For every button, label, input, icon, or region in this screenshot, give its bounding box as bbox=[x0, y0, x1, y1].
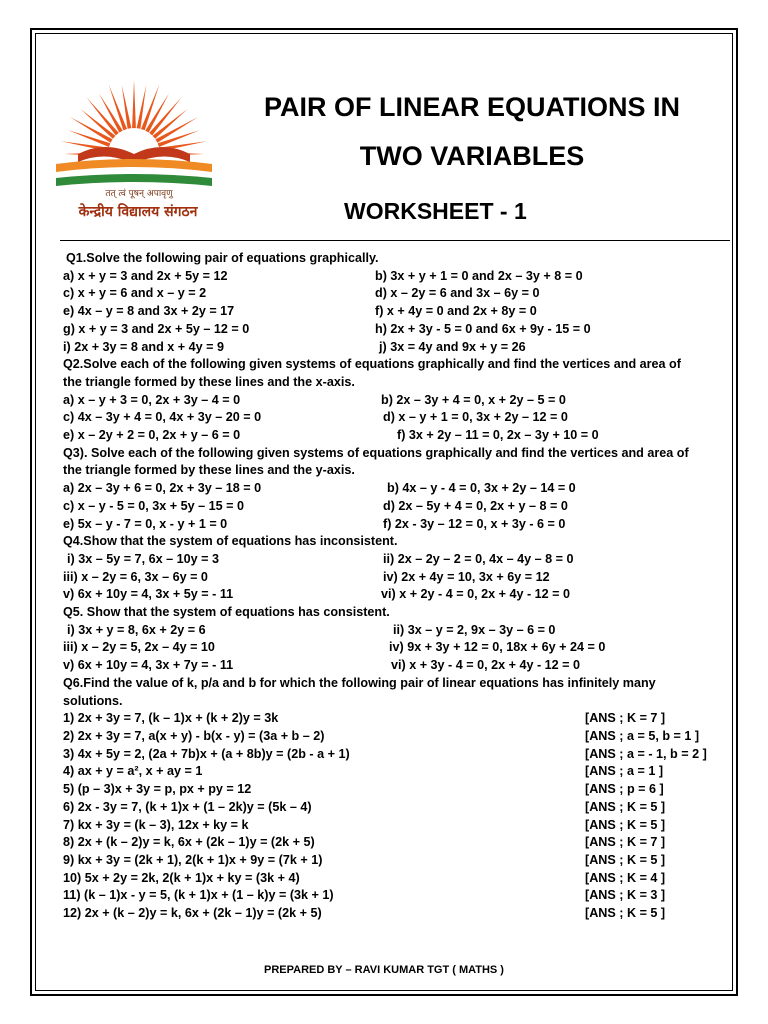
page-title-line2: TWO VARIABLES bbox=[359, 141, 585, 171]
q6-equation: 7) kx + 3y = (k – 3), 12x + ky = k bbox=[63, 817, 249, 832]
q6-item bbox=[63, 817, 703, 835]
q1-row bbox=[63, 321, 703, 339]
q6-answer: [ANS ; K = 7 ] bbox=[585, 711, 666, 726]
page-title-line1: PAIR OF LINEAR EQUATIONS IN bbox=[263, 92, 680, 122]
q5-heading: Q5. Show that the system of equations has consistent. bbox=[63, 605, 390, 620]
q3-item: b) 4x – y - 4 = 0, 3x + 2y – 14 = 0 bbox=[387, 481, 576, 496]
q2-item: f) 3x + 2y – 11 = 0, 2x – 3y + 10 = 0 bbox=[397, 428, 599, 443]
q1-item: a) x + y = 3 and 2x + 5y = 12 bbox=[63, 268, 228, 283]
q4-row bbox=[63, 569, 703, 587]
worksheet-content bbox=[63, 250, 707, 923]
q3-item: e) 5x – y - 7 = 0, x - y + 1 = 0 bbox=[63, 516, 228, 531]
q6-answer: [ANS ; a = 1 ] bbox=[585, 764, 664, 779]
q6-item bbox=[63, 781, 703, 799]
q4-item: iii) x – 2y = 6, 3x – 6y = 0 bbox=[63, 569, 208, 584]
q3-item: c) x – y - 5 = 0, 3x + 5y – 15 = 0 bbox=[63, 498, 244, 513]
q2-heading: Q2.Solve each of the following given systems of equations graphically and find the vertices and area of the triangle formed by these lines and the x-axis. bbox=[63, 357, 681, 389]
header-divider bbox=[60, 240, 730, 241]
q1-row bbox=[63, 268, 703, 286]
q1-item: i) 2x + 3y = 8 and x + 4y = 9 bbox=[63, 339, 225, 354]
q2-row bbox=[63, 392, 703, 410]
q6-equation: 4) ax + y = a², x + ay = 1 bbox=[63, 764, 203, 779]
q1-heading: Q1.Solve the following pair of equations graphically. bbox=[66, 251, 379, 265]
q5-item: vi) x + 3y - 4 = 0, 2x + 4y - 12 = 0 bbox=[391, 658, 581, 673]
q2-row bbox=[63, 427, 703, 445]
logo-org-name: केन्द्रीय विद्यालय संगठन bbox=[78, 204, 198, 220]
q3-row bbox=[63, 516, 703, 534]
q6-item bbox=[63, 710, 703, 728]
q6-answer: [ANS ; p = 6 ] bbox=[585, 782, 664, 797]
q6-item bbox=[63, 746, 707, 764]
q1-item: e) 4x – y = 8 and 3x + 2y = 17 bbox=[63, 304, 235, 319]
q5-item: ii) 3x – y = 2, 9x – 3y – 6 = 0 bbox=[393, 622, 556, 637]
q6-equation: 8) 2x + (k – 2)y = k, 6x + (2k – 1)y = (2k + 5) bbox=[63, 835, 315, 850]
q4-item: i) 3x – 5y = 7, 6x – 10y = 3 bbox=[67, 551, 219, 566]
q6-answer: [ANS ; K = 4 ] bbox=[585, 870, 666, 885]
q5-item: iv) 9x + 3y + 12 = 0, 18x + 6y + 24 = 0 bbox=[389, 640, 606, 655]
q6-item bbox=[63, 763, 703, 781]
q6-item bbox=[63, 870, 703, 888]
q2-item: d) x – y + 1 = 0, 3x + 2y – 12 = 0 bbox=[383, 410, 568, 425]
q3-item: a) 2x – 3y + 6 = 0, 2x + 3y – 18 = 0 bbox=[63, 481, 262, 496]
q4-heading: Q4.Show that the system of equations has inconsistent. bbox=[63, 534, 398, 549]
q2-item: e) x – 2y + 2 = 0, 2x + y – 6 = 0 bbox=[63, 428, 241, 443]
q1-item: j) 3x = 4y and 9x + y = 26 bbox=[379, 339, 526, 354]
q6-item bbox=[63, 799, 703, 817]
q1-item: h) 2x + 3y - 5 = 0 and 6x + 9y - 15 = 0 bbox=[375, 321, 591, 336]
q1-row bbox=[63, 303, 703, 321]
q2-item: a) x – y + 3 = 0, 2x + 3y – 4 = 0 bbox=[63, 392, 241, 407]
q6-item bbox=[63, 834, 703, 852]
q6-equation: 12) 2x + (k – 2)y = k, 6x + (2k – 1)y = (2k + 5) bbox=[63, 906, 322, 921]
q4-row bbox=[63, 586, 703, 604]
q5-item: v) 6x + 10y = 4, 3x + 7y = - 11 bbox=[63, 658, 234, 673]
sun-ray bbox=[158, 130, 200, 147]
footer-credit: PREPARED BY – RAVI KUMAR TGT ( MATHS ) bbox=[264, 964, 504, 976]
q6-equation: 6) 2x - 3y = 7, (k + 1)x + (1 – 2k)y = (5k – 4) bbox=[63, 799, 312, 814]
q2-row bbox=[63, 409, 703, 427]
q5-item: iii) x – 2y = 5, 2x – 4y = 10 bbox=[63, 640, 215, 655]
q3-heading: Q3). Solve each of the following given systems of equations graphically and find the vertices and area of the triangle formed by these lines and the y-axis. bbox=[63, 445, 689, 478]
q4-row bbox=[63, 551, 703, 569]
q6-equation: 5) (p – 3)x + 3y = p, px + py = 12 bbox=[63, 782, 252, 797]
q1-item: g) x + y = 3 and 2x + 5y – 12 = 0 bbox=[63, 321, 250, 336]
worksheet-label: WORKSHEET - 1 bbox=[344, 198, 527, 224]
q1-row bbox=[63, 339, 703, 357]
q4-item: vi) x + 2y - 4 = 0, 2x + 4y - 12 = 0 bbox=[381, 587, 571, 602]
q5-row bbox=[63, 639, 703, 657]
q6-answer: [ANS ; K = 3 ] bbox=[585, 888, 666, 903]
q6-answer: [ANS ; K = 7 ] bbox=[585, 835, 666, 850]
q2-item: c) 4x – 3y + 4 = 0, 4x + 3y – 20 = 0 bbox=[63, 410, 262, 425]
q2-item: b) 2x – 3y + 4 = 0, x + 2y – 5 = 0 bbox=[381, 392, 566, 407]
q1-item: b) 3x + y + 1 = 0 and 2x – 3y + 8 = 0 bbox=[375, 268, 583, 283]
q4-item: v) 6x + 10y = 4, 3x + 5y = - 11 bbox=[63, 587, 234, 602]
sun-ray bbox=[132, 80, 136, 128]
q6-item bbox=[63, 887, 703, 905]
q6-equation: 1) 2x + 3y = 7, (k – 1)x + (k + 2)y = 3k bbox=[63, 711, 279, 726]
q6-equation: 10) 5x + 2y = 2k, 2(k + 1)x + ky = (3k + 4) bbox=[63, 870, 300, 885]
q1-item: f) x + 4y = 0 and 2x + 8y = 0 bbox=[375, 304, 537, 319]
q6-equation: 11) (k – 1)x - y = 5, (k + 1)x + (1 – k)y = (3k + 1) bbox=[63, 888, 334, 903]
q6-answer: [ANS ; K = 5 ] bbox=[585, 817, 666, 832]
q6-item bbox=[63, 852, 703, 870]
q6-equation: 9) kx + 3y = (2k + 1), 2(k + 1)x + 9y = (7k + 1) bbox=[63, 852, 323, 867]
q3-row bbox=[63, 480, 703, 498]
q3-item: f) 2x - 3y – 12 = 0, x + 3y - 6 = 0 bbox=[383, 516, 566, 531]
q5-row bbox=[63, 657, 703, 675]
q6-answer: [ANS ; a = - 1, b = 2 ] bbox=[585, 746, 707, 761]
q6-answer: [ANS ; K = 5 ] bbox=[585, 799, 666, 814]
q6-answer: [ANS ; K = 5 ] bbox=[585, 906, 666, 921]
q6-item bbox=[63, 728, 703, 746]
q1-item: d) x – 2y = 6 and 3x – 6y = 0 bbox=[375, 286, 540, 301]
sun-ray bbox=[68, 130, 110, 147]
green-band bbox=[56, 174, 212, 186]
q3-item: d) 2x – 5y + 4 = 0, 2x + y – 8 = 0 bbox=[383, 498, 568, 513]
q1-item: c) x + y = 6 and x – y = 2 bbox=[63, 286, 207, 301]
q6-answer: [ANS ; K = 5 ] bbox=[585, 852, 666, 867]
q6-equation: 2) 2x + 3y = 7, a(x + y) - b(x - y) = (3a + b – 2) bbox=[63, 728, 325, 743]
q1-row bbox=[63, 285, 703, 303]
q4-item: iv) 2x + 4y = 10, 3x + 6y = 12 bbox=[383, 569, 550, 584]
q4-item: ii) 2x – 2y – 2 = 0, 4x – 4y – 8 = 0 bbox=[383, 551, 574, 566]
q5-item: i) 3x + y = 8, 6x + 2y = 6 bbox=[67, 622, 206, 637]
q5-row bbox=[63, 622, 703, 640]
logo-motto: तत् त्वं पूषन् अपावृणु bbox=[105, 189, 173, 199]
q6-answer: [ANS ; a = 5, b = 1 ] bbox=[585, 728, 700, 743]
q6-equation: 3) 4x + 5y = 2, (2a + 7b)x + (a + 8b)y = (2b - a + 1) bbox=[63, 746, 350, 761]
q3-row bbox=[63, 498, 703, 516]
q6-item bbox=[63, 905, 703, 923]
q6-heading: Q6.Find the value of k, p/a and b for which the following pair of linear equations has infinitely many solutions. bbox=[63, 675, 656, 708]
